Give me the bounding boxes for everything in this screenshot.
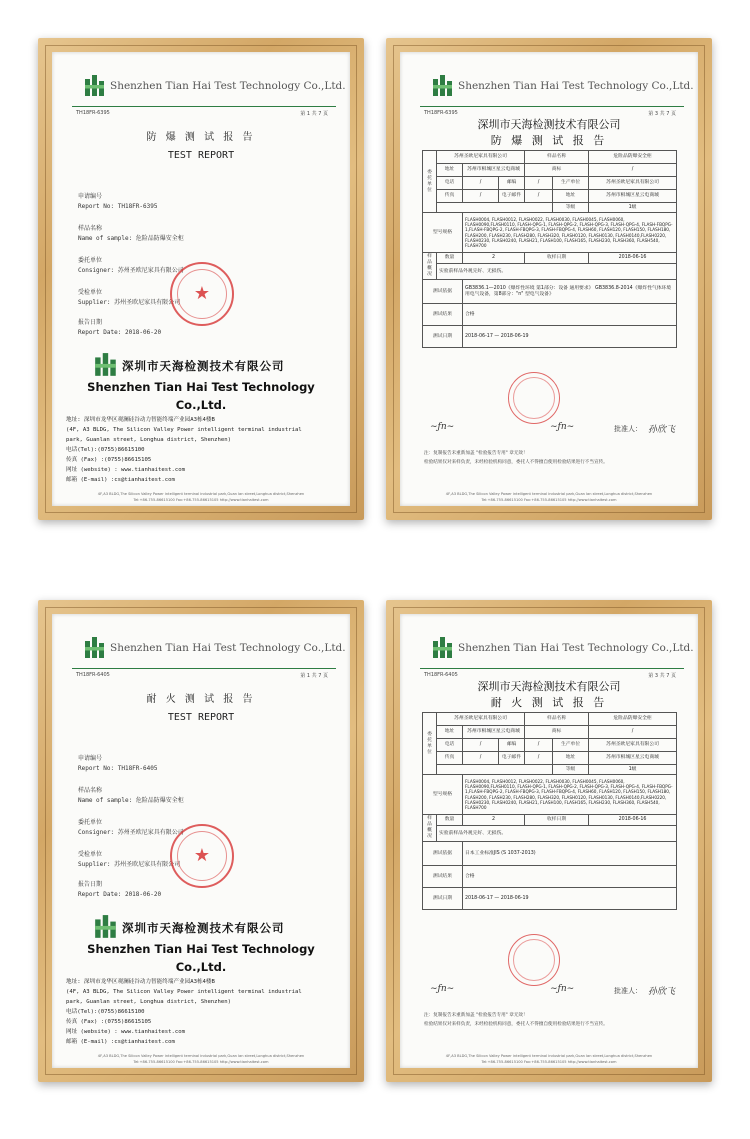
approver-signature: 孙欣飞	[648, 987, 676, 997]
tel-line: 电话(Tel):(0755)86615100	[66, 447, 145, 453]
result-label: 测试结果	[423, 866, 463, 888]
sample-condition: 实验前样品外观完好、无损伤。	[437, 826, 677, 842]
approver-label: 批准人：	[614, 987, 642, 995]
address-label: 地址	[437, 164, 463, 177]
result-value: 合格	[463, 304, 677, 326]
email-label: 电子邮件	[499, 190, 525, 203]
report-title-en: TEST REPORT	[167, 712, 235, 723]
basis-value: GB3836.1—2010《爆炸性环境 第1部分：设备 通用要求》 GB3836.8-2014《爆炸性气体环境用电气设备，第8部分："n" 型电气设备》	[463, 280, 677, 304]
quantity-label: 数量	[437, 253, 463, 264]
result-value: 合格	[463, 866, 677, 888]
certificate-frame-fire-cover	[38, 600, 364, 1082]
company-name-en-suffix: Co.,Ltd.	[175, 960, 227, 974]
signature-inspector: ∼ƒn∼	[430, 984, 455, 994]
date-line: Report Date: 2018-06-20	[78, 329, 162, 336]
report-number: TH18FR-6405	[424, 672, 458, 678]
company-name-en-suffix: Co.,Ltd.	[175, 398, 227, 412]
sample-condition: 实验前样品外观完好、无损伤。	[437, 264, 677, 280]
email-value: /	[525, 190, 553, 203]
footer-address: 4F,A3 BLDG,The Silicon Valley Power intelligent terminal industrial park,Guan lan street,Longhua district,Shenzhen	[445, 1054, 653, 1058]
letterhead	[52, 74, 350, 100]
consigner-line: Consigner: 苏州圣欧尼家具有限公司	[78, 829, 184, 836]
footer-contact: Tel:+86-755-86615100 Fax:+86-755-86615105 http://www.tianhaitest.com	[481, 1060, 617, 1064]
model-list: FLASH0004, FLASH0012, FLASH0022, FLASH0030, FLASH0045, FLASH0060, FLASH0090,FLASH0110, FLASH-QPG-1, FLASH-QPG-2, FLASH-QPG-3, FLASH-QPG-4, FLASH-FBQPG-1,FLASH-FBQPG-2, FLASH-FBQPG-3, FLASH-FBQPG-4, FLASH60, FLASH120, FLASH150, FLASH180, FLASH200, FLASH230, FLASH280, FLASH320, FLASH0120, FLASH0130, FLASH0140,FLASH0220, FLASH0230, FLASH0240, FLASH21, FLASH100, FLASH165, FLASH230, FLASH360, FLASH540, FLASH700	[463, 213, 677, 253]
tel-label: 电话	[437, 739, 463, 752]
letterhead-rule	[72, 668, 336, 669]
certificate-frame-fire-detail	[386, 600, 712, 1082]
sample-name-label: 样品名称	[525, 151, 589, 164]
email-value: /	[525, 752, 553, 765]
report-no-line: Report No: TH18FR-6395	[78, 203, 158, 210]
email-line: 邮箱 (E-mail) :cs@tianhaitest.com	[66, 1039, 175, 1045]
signature-reviewer: ∼ƒn∼	[550, 422, 575, 432]
grade-label: 等级	[553, 203, 589, 213]
page-number: 第 3 共 7 页	[648, 673, 676, 679]
consigner-label: 委托单位	[78, 819, 103, 826]
company-name-en: Shenzhen Tian Hai Test Technology	[87, 942, 315, 956]
supplier-label: 受检单位	[78, 851, 103, 858]
brand-label: 商标	[525, 726, 589, 739]
grade-value: 1级	[589, 765, 677, 775]
brand-value: /	[589, 164, 677, 177]
signature-inspector: ∼ƒn∼	[430, 422, 455, 432]
red-seal-stamp: ★	[170, 824, 234, 888]
th-logo-icon	[432, 636, 454, 660]
page-number: 第 1 共 7 页	[300, 111, 328, 117]
letterhead-rule	[420, 668, 684, 669]
consigner-name: 苏州圣欧尼家具有限公司	[437, 713, 525, 726]
fax-line: 传真 (Fax) :(0755)86615105	[66, 457, 152, 463]
supplier-line: Supplier: 苏州圣欧尼家具有限公司	[78, 861, 181, 868]
address-en-2: park, Guanlan street, Longhua district, Shenzhen)	[66, 999, 232, 1005]
fax-label: 传真	[437, 752, 463, 765]
sample-name-value: 危险品防爆安全柜	[589, 151, 677, 164]
basis-value: 日本工业标准JIS (S 1037-2013)	[463, 842, 677, 866]
quantity-value: 2	[463, 815, 525, 826]
footer-contact: Tel:+86-755-86615100 Fax:+86-755-86615105 http://www.tianhaitest.com	[133, 1060, 269, 1064]
footer-address: 4F,A3 BLDG,The Silicon Valley Power intelligent terminal industrial park,Guan lan street,Longhua district,Shenzhen	[445, 492, 653, 496]
note-copy: 注：复制报告未重新加盖 "检验报告专用" 章无效！	[424, 451, 528, 456]
postcode-label: 邮编	[499, 177, 525, 190]
fax-value: /	[463, 752, 499, 765]
footer-address: 4F,A3 BLDG,The Silicon Valley Power intelligent terminal industrial park,Guan lan street,Longhua district,Shenzhen	[97, 492, 305, 496]
red-seal-stamp	[508, 372, 560, 424]
brand-value: /	[589, 726, 677, 739]
th-logo-icon	[432, 74, 454, 98]
sample-name-value: 危险品防爆安全柜	[589, 713, 677, 726]
report-no-line: Report No: TH18FR-6405	[78, 765, 158, 772]
company-name-cn: 深圳市天海检测技术有限公司	[477, 118, 621, 131]
maker-address-label: 地址	[553, 190, 589, 203]
letterhead-company: Shenzhen Tian Hai Test Technology Co.,Ltd.	[458, 642, 694, 654]
maker-address-value: 苏州市相城区星云电商城	[589, 752, 677, 765]
maker-label: 生产单位	[553, 739, 589, 752]
page-number: 第 3 共 7 页	[648, 111, 676, 117]
grade-value: 1级	[589, 203, 677, 213]
footer-contact: Tel:+86-755-86615100 Fax:+86-755-86615105 http://www.tianhaitest.com	[481, 498, 617, 502]
report-title-cn: 耐 火 测 试 报 告	[146, 694, 256, 705]
tel-line: 电话(Tel):(0755)86615100	[66, 1009, 145, 1015]
address-value: 苏州市相城区星云电商城	[463, 726, 525, 739]
maker-value: 苏州圣欧尼家具有限公司	[589, 739, 677, 752]
sample-label: 样品名称	[78, 225, 103, 232]
certificate-paper	[52, 614, 350, 1068]
grade-label: 等级	[553, 765, 589, 775]
maker-label: 生产单位	[553, 177, 589, 190]
report-title-cn: 防 爆 测 试 报 告	[490, 134, 608, 147]
supplier-label: 受检单位	[78, 289, 103, 296]
address-en-2: park, Guanlan street, Longhua district, Shenzhen)	[66, 437, 232, 443]
fax-line: 传真 (Fax) :(0755)86615105	[66, 1019, 152, 1025]
company-name-en: Shenzhen Tian Hai Test Technology	[87, 380, 315, 394]
test-date-value: 2018-06-17 — 2018-06-19	[463, 326, 677, 348]
note-liability: 检验结果仅对来样负责，未经检验机构同意，委托人不得擅自使用检验结果进行不当宣传。	[424, 460, 608, 465]
maker-value: 苏州圣欧尼家具有限公司	[589, 177, 677, 190]
sample-label: 样品名称	[78, 787, 103, 794]
th-logo-large-icon	[94, 914, 118, 940]
email-line: 邮箱 (E-mail) :cs@tianhaitest.com	[66, 477, 175, 483]
letterhead	[52, 636, 350, 662]
report-detail-table	[422, 712, 677, 910]
sample-overview-label: 样品概况	[423, 815, 437, 842]
report-title-en: TEST REPORT	[167, 150, 235, 161]
tel-value: /	[463, 177, 499, 190]
date-label: 报告日期	[78, 319, 103, 326]
postcode-value: /	[525, 739, 553, 752]
fax-value: /	[463, 190, 499, 203]
consigner-label: 委托单位	[78, 257, 103, 264]
quantity-value: 2	[463, 253, 525, 264]
postcode-label: 邮编	[499, 739, 525, 752]
company-name-cn: 深圳市天海检测技术有限公司	[122, 359, 285, 373]
model-label: 型号规格	[423, 775, 463, 815]
th-logo-icon	[84, 74, 106, 98]
consigner-group-label: 委托单位	[423, 151, 437, 213]
sample-name-label: 样品名称	[525, 713, 589, 726]
date-label: 报告日期	[78, 881, 103, 888]
supplier-line: Supplier: 苏州圣欧尼家具有限公司	[78, 299, 181, 306]
th-logo-icon	[84, 636, 106, 660]
basis-label: 测试依据	[423, 280, 463, 304]
approver-signature: 孙欣飞	[648, 425, 676, 435]
test-date-label: 测试日期	[423, 888, 463, 910]
receive-date-label: 收样日期	[525, 253, 589, 264]
report-title-cn: 耐 火 测 试 报 告	[490, 696, 608, 709]
red-seal-stamp	[508, 934, 560, 986]
apply-label: 申请编号	[78, 755, 103, 762]
approver-label: 批准人：	[614, 425, 642, 433]
brand-label: 商标	[525, 164, 589, 177]
maker-address-value: 苏州市相城区星云电商城	[589, 190, 677, 203]
letterhead	[400, 636, 698, 662]
address-cn: 地址: 深圳市龙华区观澜硅谷动力智能终端产业园A3栋4楼B	[66, 417, 215, 423]
receive-date-value: 2018-06-16	[589, 253, 677, 264]
test-date-label: 测试日期	[423, 326, 463, 348]
letterhead-company: Shenzhen Tian Hai Test Technology Co.,Ltd.	[110, 642, 346, 654]
email-label: 电子邮件	[499, 752, 525, 765]
note-liability: 检验结果仅对来样负责，未经检验机构同意，委托人不得擅自使用检验结果进行不当宣传。	[424, 1022, 608, 1027]
report-number: TH18FR-6395	[424, 110, 458, 116]
tel-label: 电话	[437, 177, 463, 190]
letterhead-company: Shenzhen Tian Hai Test Technology Co.,Ltd.	[458, 80, 694, 92]
website-line: 网址 (website) : www.tianhaitest.com	[66, 467, 185, 473]
note-copy: 注：复制报告未重新加盖 "检验报告专用" 章无效！	[424, 1013, 528, 1018]
company-name-cn: 深圳市天海检测技术有限公司	[477, 680, 621, 693]
sample-line: Name of sample: 危险品防爆安全柜	[78, 235, 184, 242]
letterhead-rule	[72, 106, 336, 107]
address-value: 苏州市相城区星云电商城	[463, 164, 525, 177]
result-label: 测试结果	[423, 304, 463, 326]
signature-reviewer: ∼ƒn∼	[550, 984, 575, 994]
sample-overview-label: 样品概况	[423, 253, 437, 280]
page-number: 第 1 共 7 页	[300, 673, 328, 679]
model-list: FLASH0004, FLASH0012, FLASH0022, FLASH0030, FLASH0045, FLASH0060, FLASH0090,FLASH0110, FLASH-QPG-1, FLASH-QPG-2, FLASH-QPG-3, FLASH-QPG-4, FLASH-FBQPG-1,FLASH-FBQPG-2, FLASH-FBQPG-3, FLASH-FBQPG-4, FLASH60, FLASH120, FLASH150, FLASH180, FLASH200, FLASH230, FLASH280, FLASH320, FLASH0120, FLASH0130, FLASH0140,FLASH0220, FLASH0230, FLASH0240, FLASH21, FLASH100, FLASH165, FLASH230, FLASH360, FLASH540, FLASH700	[463, 775, 677, 815]
consigner-line: Consigner: 苏州圣欧尼家具有限公司	[78, 267, 184, 274]
model-label: 型号规格	[423, 213, 463, 253]
report-number: TH18FR-6405	[76, 672, 110, 678]
quantity-label: 数量	[437, 815, 463, 826]
tel-value: /	[463, 739, 499, 752]
letterhead-rule	[420, 106, 684, 107]
red-seal-stamp: ★	[170, 262, 234, 326]
certificate-paper	[52, 52, 350, 506]
address-en-1: (4F, A3 BLDG, The Silicon Valley Power intelligent terminal industrial	[66, 427, 302, 433]
test-date-value: 2018-06-17 — 2018-06-19	[463, 888, 677, 910]
company-name-cn: 深圳市天海检测技术有限公司	[122, 921, 285, 935]
address-label: 地址	[437, 726, 463, 739]
report-number: TH18FR-6395	[76, 110, 110, 116]
receive-date-label: 收样日期	[525, 815, 589, 826]
report-detail-table	[422, 150, 677, 348]
fax-label: 传真	[437, 190, 463, 203]
certificate-paper	[400, 52, 698, 506]
website-line: 网址 (website) : www.tianhaitest.com	[66, 1029, 185, 1035]
basis-label: 测试依据	[423, 842, 463, 866]
address-en-1: (4F, A3 BLDG, The Silicon Valley Power intelligent terminal industrial	[66, 989, 302, 995]
consigner-group-label: 委托单位	[423, 713, 437, 775]
th-logo-large-icon	[94, 352, 118, 378]
letterhead	[400, 74, 698, 100]
postcode-value: /	[525, 177, 553, 190]
consigner-name: 苏州圣欧尼家具有限公司	[437, 151, 525, 164]
certificate-frame-explosion-detail	[386, 38, 712, 520]
report-title-cn: 防 爆 测 试 报 告	[146, 132, 256, 143]
receive-date-value: 2018-06-16	[589, 815, 677, 826]
apply-label: 申请编号	[78, 193, 103, 200]
sample-line: Name of sample: 危险品防爆安全柜	[78, 797, 184, 804]
letterhead-company: Shenzhen Tian Hai Test Technology Co.,Ltd.	[110, 80, 346, 92]
certificate-paper	[400, 614, 698, 1068]
certificate-frame-explosion-cover	[38, 38, 364, 520]
maker-address-label: 地址	[553, 752, 589, 765]
footer-contact: Tel:+86-755-86615100 Fax:+86-755-86615105 http://www.tianhaitest.com	[133, 498, 269, 502]
footer-address: 4F,A3 BLDG,The Silicon Valley Power intelligent terminal industrial park,Guan lan street,Longhua district,Shenzhen	[97, 1054, 305, 1058]
address-cn: 地址: 深圳市龙华区观澜硅谷动力智能终端产业园A3栋4楼B	[66, 979, 215, 985]
date-line: Report Date: 2018-06-20	[78, 891, 162, 898]
